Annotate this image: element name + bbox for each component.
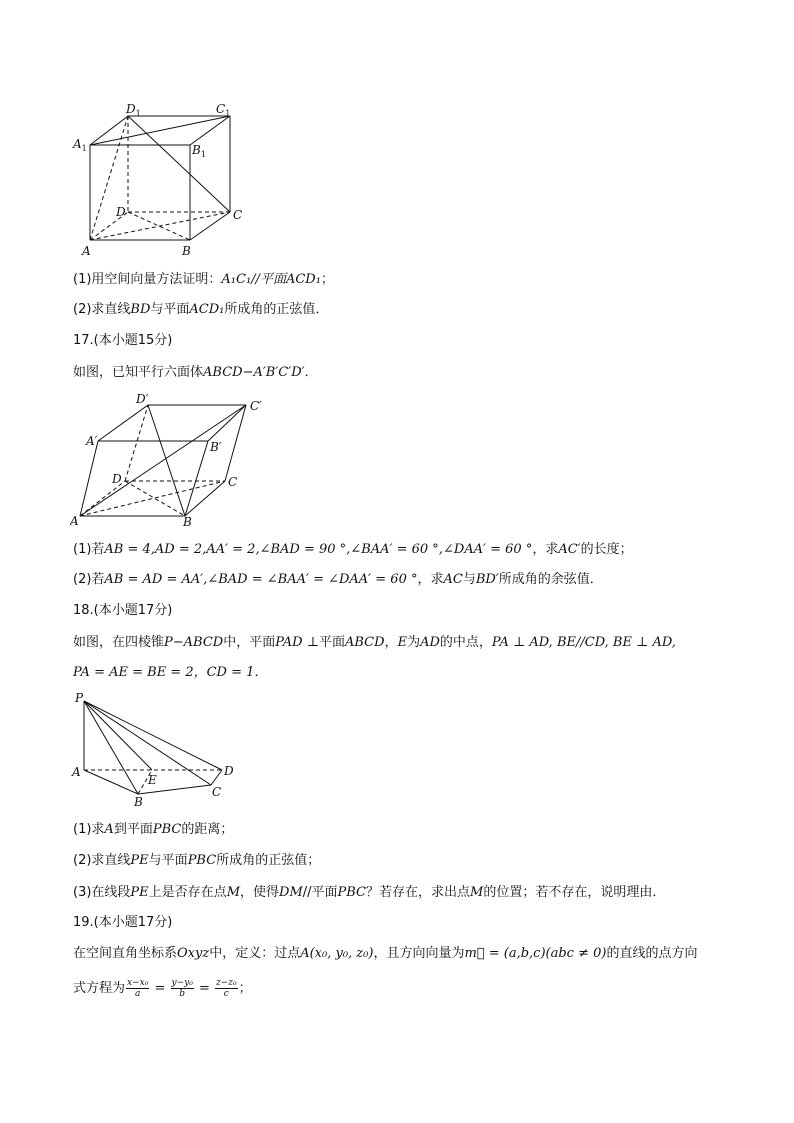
label-B: B (182, 244, 191, 258)
label-C: C (212, 785, 222, 799)
label-C-prime: C′ (250, 399, 262, 413)
label-B: B (183, 515, 192, 529)
fraction-z: $\frac{\text{z−z₀}}{c}$ (216, 978, 237, 999)
label-P: P (75, 691, 84, 705)
figure-pyramid (70, 688, 250, 813)
label-B: B (134, 795, 143, 809)
q18-part3: (3)在线段PE上是否存在点M，使得DM//平面PBC？若存在，求出点M的位置；若不存在，说明理由． (73, 885, 666, 900)
q19-heading: 19.(本小题17分) (73, 915, 173, 930)
label-A1: $A_1$ (73, 137, 87, 153)
label-A: A (70, 514, 79, 528)
fraction-y: $\frac{\text{y−y₀}}{b}$ (171, 978, 193, 999)
label-A: A (72, 765, 81, 779)
q19-equation: 式方程为 $\frac{\text{x−x₀}}{a}$ = $\frac{\text{y−y₀}}{b}$ = $\frac{\text{z−z₀}}{c}$ ； (73, 978, 252, 999)
q17-part2: (2)若AB = AD = AA′,∠BAD = ∠BAA′ = ∠DAA′ = 60 °，求AC与BD′所成角的余弦值． (73, 572, 603, 587)
q16-part1: (1)用空间向量方法证明：A₁C₁//平面ACD₁； (73, 272, 334, 287)
label-B1: $B_1$ (192, 143, 206, 159)
label-E: E (148, 773, 157, 787)
q16-part2: (2)求直线BD与平面ACD₁所成角的正弦值． (73, 302, 329, 317)
label-D: D (112, 472, 122, 486)
label-D1: $D_1$ (126, 102, 141, 118)
label-D: D (116, 205, 126, 219)
q18-intro: 如图，在四棱锥P−ABCD中，平面PAD ⊥平面ABCD，E为AD的中点，PA ⊥ AD, BE//CD, BE ⊥ AD, (73, 635, 676, 650)
label-A-prime: A′ (86, 434, 98, 448)
label-C: C (228, 475, 238, 489)
q18-part1: (1)求A到平面PBC的距离； (73, 822, 234, 837)
label-B-prime: B′ (210, 440, 222, 454)
q18-conditions: PA = AE = BE = 2，CD = 1． (73, 665, 268, 680)
label-A: A (82, 244, 91, 258)
fraction-x: $\frac{\text{x−x₀}}{a}$ (127, 978, 149, 999)
figure-parallelepiped (70, 393, 270, 533)
figure-cube (70, 100, 260, 260)
q17-heading: 17.(本小题15分) (73, 333, 173, 348)
q17-part1: (1)若AB = 4,AD = 2,AA′ = 2,∠BAD = 90 °,∠BAA′ = 60 °,∠DAA′ = 60 °，求AC′的长度； (73, 542, 633, 557)
label-D: D (224, 764, 234, 778)
q18-part2: (2)求直线PE与平面PBC所成角的正弦值； (73, 853, 321, 868)
label-C1: $C_1$ (216, 102, 231, 118)
label-D-prime: D′ (136, 393, 149, 406)
q17-intro: 如图，已知平行六面体ABCD−A′B′C′D′． (73, 365, 318, 380)
label-C: C (233, 208, 243, 222)
q19-intro: 在空间直角坐标系Oxyz中，定义：过点A(x₀, y₀, z₀)，且方向向量为m⃗ = (a,b,c)(abc ≠ 0)的直线的点方向 (73, 946, 698, 961)
q18-heading: 18.(本小题17分) (73, 603, 173, 618)
